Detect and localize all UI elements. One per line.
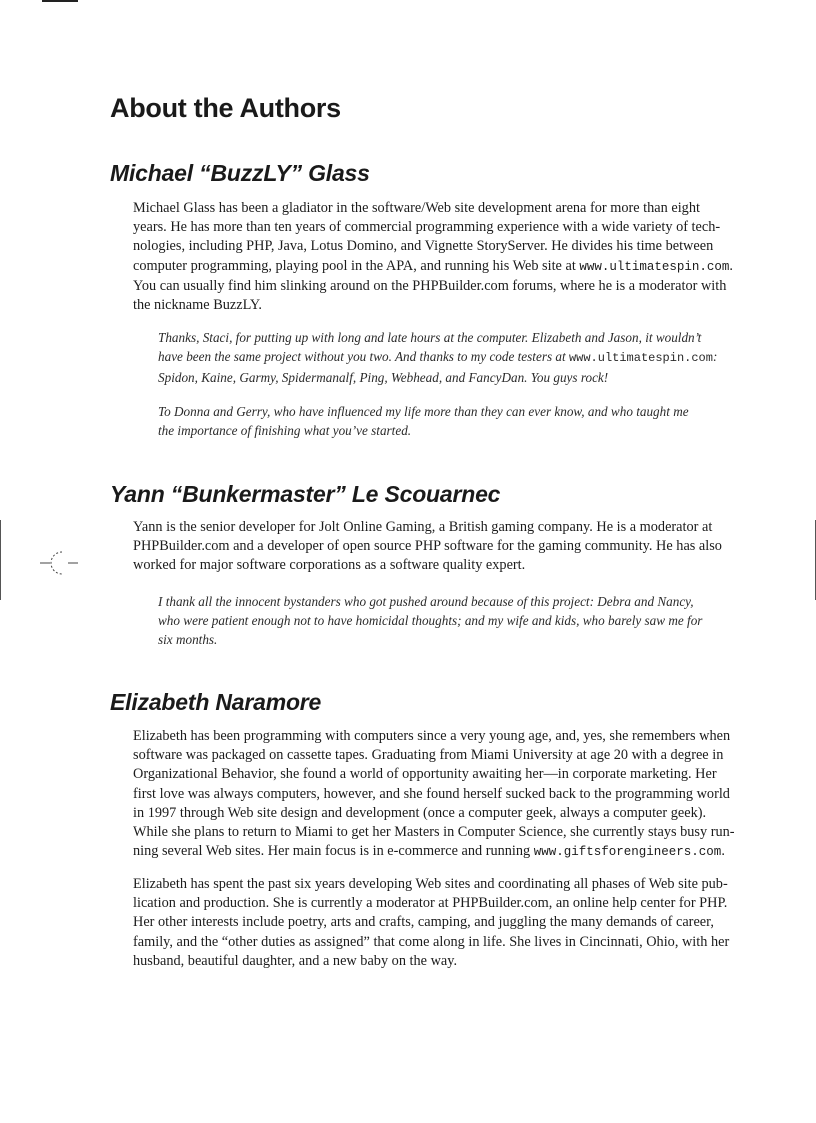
dedication-text: : xyxy=(712,349,718,365)
author-name-yann-le-scouarnec: Yann “Bunkermaster” Le Scouarnec xyxy=(110,481,501,507)
website-link[interactable]: www.giftsforengineers.com xyxy=(533,845,722,860)
bio-line: family, and the “other duties as assigned” that come along in life. She lives in Cincinnati, Ohio, with her xyxy=(133,933,730,950)
author-bio-michael-glass xyxy=(133,199,783,315)
bio-line: Elizabeth has been programming with computers since a very young age, and, yes, she remembers when xyxy=(133,728,731,744)
bio-line: nologies, including PHP, Java, Lotus Domino, and Vignette StoryServer. He divides his time between xyxy=(133,238,714,255)
bio-line: software was packaged on cassette tapes. Graduating from Miami University at age 20 with a degree in xyxy=(133,747,724,764)
bio-line: lication and production. She is currently a moderator at PHPBuilder.com, an online help center for PHP. xyxy=(133,895,728,912)
bio-line: worked for major software corporations as a software quality expert. xyxy=(133,557,526,574)
author-name-michael-glass: Michael “BuzzLY” Glass xyxy=(110,160,370,186)
author-name-elizabeth-naramore: Elizabeth Naramore xyxy=(110,689,322,715)
dedication-michael-glass-1 xyxy=(158,328,758,388)
website-link[interactable]: www.ultimatespin.com xyxy=(579,259,730,274)
dedication-yann-le-scouarnec xyxy=(158,592,758,650)
bio-line: Elizabeth has spent the past six years developing Web sites and coordinating all phases of Web site pub- xyxy=(133,876,728,892)
bio-line: years. He has more than ten years of commercial programming experience with a wide variety of tech- xyxy=(133,219,721,236)
bio-line: first love was always computers, however, and she found herself sucked back to the programming world xyxy=(133,785,730,802)
author-bio-yann-le-scouarnec xyxy=(133,518,783,576)
dedication-line: the importance of finishing what you’ve started. xyxy=(158,423,412,439)
dedication-line: who were patient enough not to have homicidal thoughts; and my wife and kids, who barely saw me for xyxy=(158,613,703,629)
bio-text: . xyxy=(721,843,725,860)
dedication-michael-glass-2 xyxy=(158,402,758,440)
bio-line: While she plans to return to Miami to get her Masters in Computer Science, she currently stays busy run- xyxy=(133,824,735,841)
dedication-line: Thanks, Staci, for putting up with long and late hours at the computer. Elizabeth and Jason, it wouldn’t xyxy=(158,330,702,345)
bio-line: Organizational Behavior, she found a world of opportunity awaiting her—in corporate marketing. Her xyxy=(133,766,717,783)
dedication-text: have been the same project without you two. And thanks to my code testers at xyxy=(158,349,569,365)
bio-line xyxy=(133,842,783,862)
bio-line: Yann is the senior developer for Jolt Online Gaming, a British gaming company. He is a moderator at xyxy=(133,519,713,535)
left-margin-rule xyxy=(0,520,1,600)
bio-line: Her other interests include poetry, arts and crafts, camping, and juggling the many demands of career, xyxy=(133,914,714,931)
bio-line: in 1997 through Web site design and development (once a computer geek, always a computer geek). xyxy=(133,804,707,821)
bio-line: the nickname BuzzLY. xyxy=(133,297,262,314)
dedication-line: six months. xyxy=(158,632,218,648)
dedication-line: To Donna and Gerry, who have influenced my life more than they can ever know, and who taught me xyxy=(158,404,689,419)
page-title: About the Authors xyxy=(110,93,341,123)
bio-line: Michael Glass has been a gladiator in the software/Web site development arena for more than eight xyxy=(133,200,700,216)
website-link[interactable]: www.ultimatespin.com xyxy=(568,351,713,366)
bio-line: PHPBuilder.com and a developer of open source PHP software for the gaming community. He has also xyxy=(133,538,722,555)
bio-line xyxy=(133,257,783,277)
bio-text: computer programming, playing pool in the APA, and running his Web site at xyxy=(133,257,580,274)
author-bio-elizabeth-naramore-1 xyxy=(133,727,783,862)
dedication-line: I thank all the innocent bystanders who got pushed around because of this project: Debra and Nancy, xyxy=(158,594,694,609)
registration-mark-icon xyxy=(40,548,80,578)
bio-line: husband, beautiful daughter, and a new baby on the way. xyxy=(133,952,458,969)
bio-text: . xyxy=(729,257,733,274)
corner-crop-mark xyxy=(42,0,78,2)
bio-line: You can usually find him slinking around on the PHPBuilder.com forums, where he is a moderator with xyxy=(133,277,727,294)
dedication-line: Spidon, Kaine, Garmy, Spidermanalf, Ping, Webhead, and FancyDan. You guys rock! xyxy=(158,370,609,386)
author-bio-elizabeth-naramore-2 xyxy=(133,875,783,971)
bio-text: ning several Web sites. Her main focus is in e-commerce and running xyxy=(133,843,534,860)
dedication-line xyxy=(158,347,758,368)
